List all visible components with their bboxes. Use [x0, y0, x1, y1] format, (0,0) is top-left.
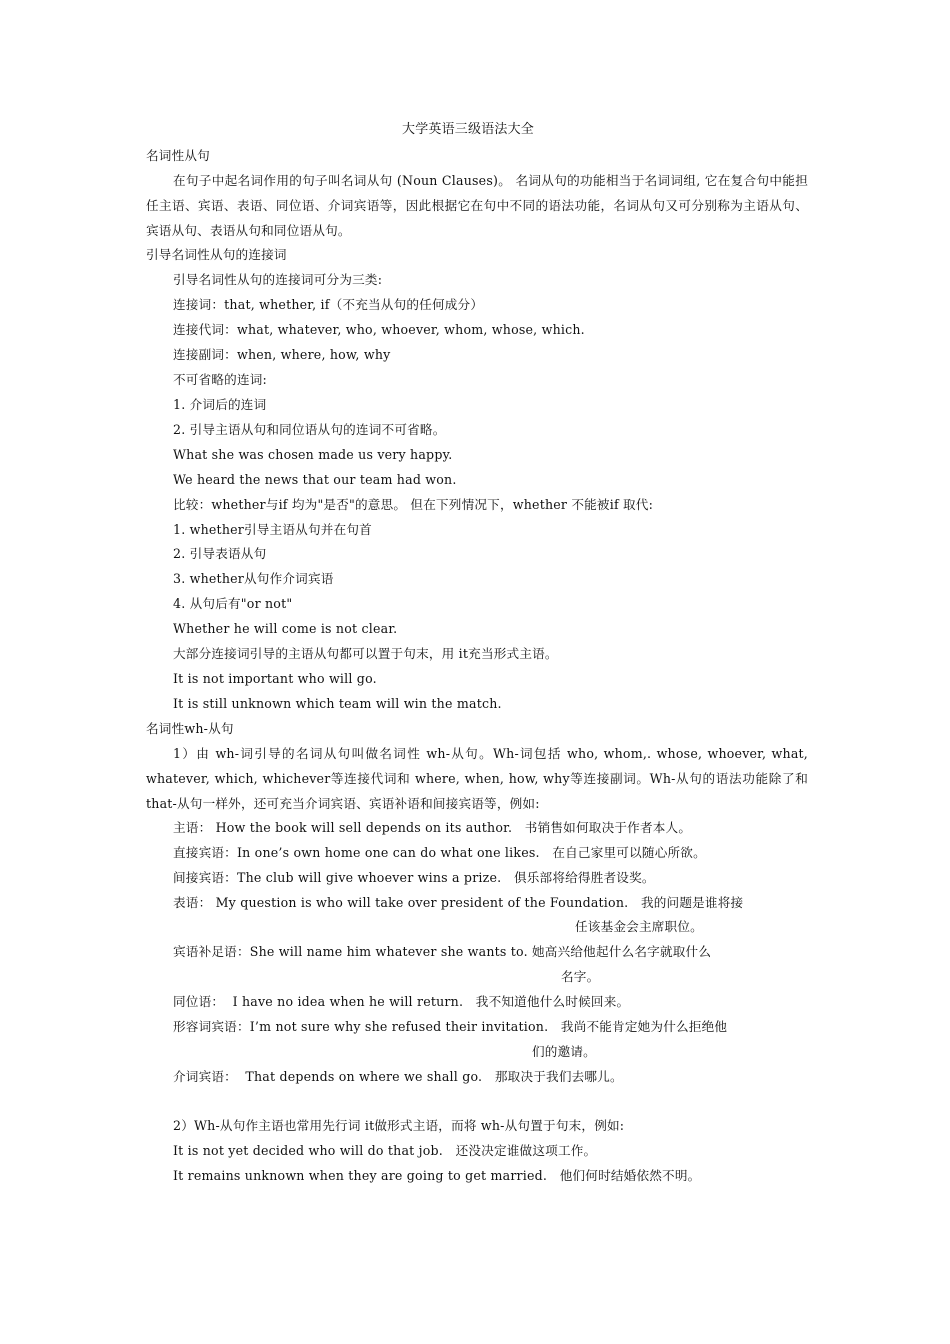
- text-line: 引导名词性从句的连接词可分为三类:: [173, 272, 383, 287]
- list-item: 1. whether引导主语从句并在句首: [173, 522, 372, 537]
- example-line: 间接宾语：The club will give whoever wins a prize. 俱乐部将给得胜者设奖。: [173, 870, 655, 885]
- text-line: 大部分连接词引导的主语从句都可以置于句末，用 it充当形式主语。: [173, 646, 558, 661]
- list-item: 3. whether从句作介词宾语: [173, 571, 334, 586]
- example-sentence: It is not important who will go.: [173, 671, 377, 686]
- text-line: 2）Wh-从句作主语也常用先行词 it做形式主语，而将 wh-从句置于句末，例如:: [173, 1118, 625, 1133]
- text-line: 连接词：that, whether, if（不充当从句的任何成分）: [173, 297, 484, 312]
- list-item: 4. 从句后有"or not": [173, 596, 293, 611]
- section-heading-connectives: 引导名词性从句的连接词: [146, 247, 287, 262]
- list-item: 2. 引导主语从句和同位语从句的连词不可省略。: [173, 422, 446, 437]
- example-sentence: What she was chosen made us very happy.: [173, 447, 453, 462]
- intro-paragraph: 在句子中起名词作用的句子叫名词从句 (Noun Clauses)。 名词从句的功能相当于名词词组, 它在复合句中能担任主语、宾语、表语、同位语、介词宾语等，因此根据它在句中不同的语法功能，名词从句又可分别称为主语从句、宾语从句、表语从句和同位语从句。: [146, 173, 808, 238]
- example-line: 表语： My question is who will take over president of the Foundation. 我的问题是谁将接: [173, 895, 744, 910]
- example-sentence: Whether he will come is not clear.: [173, 621, 398, 636]
- document-title: 大学英语三级语法大全: [402, 122, 535, 137]
- example-line: 直接宾语：In one’s own home one can do what one likes. 在自己家里可以随心所欲。: [173, 845, 706, 860]
- example-line: 主语： How the book will sell depends on its author. 书销售如何取决于作者本人。: [173, 820, 692, 835]
- wh-paragraph: 1）由 wh-词引导的名词从句叫做名词性 wh-从句。Wh-词包括 who, whom,. whose, whoever, what, whatever, which, whichever等连接代词和 where, when, how, why等连接副词。Wh-从句的语法功能除了和 that-从句一样外，还可充当介词宾语、宾语补语和间接宾语等，例如:: [146, 746, 808, 811]
- example-line-continuation: 任该基金会主席职位。: [575, 919, 703, 934]
- text-line: 不可省略的连词:: [173, 372, 267, 387]
- example-line: 同位语： I have no idea when he will return. 我不知道他什么时候回来。: [173, 994, 630, 1009]
- example-line: 介词宾语： That depends on where we shall go. 那取决于我们去哪儿。: [173, 1069, 623, 1084]
- section-heading-wh-clauses: 名词性wh-从句: [146, 721, 234, 736]
- example-line: 宾语补足语：She will name him whatever she wants to. 她高兴给他起什么名字就取什么: [173, 944, 712, 959]
- text-line: 连接代词：what, whatever, who, whoever, whom, whose, which.: [173, 322, 585, 337]
- example-line-continuation: 们的邀请。: [532, 1044, 596, 1059]
- list-item: 1. 介词后的连词: [173, 397, 267, 412]
- example-sentence: It is still unknown which team will win the match.: [173, 696, 502, 711]
- text-line: 比较：whether与if 均为"是否"的意思。 但在下列情况下，whether 不能被if 取代:: [173, 497, 654, 512]
- example-sentence: We heard the news that our team had won.: [173, 472, 457, 487]
- example-line-continuation: 名字。: [561, 969, 600, 984]
- list-item: 2. 引导表语从句: [173, 546, 267, 561]
- section-heading-noun-clauses: 名词性从句: [146, 148, 210, 163]
- example-line: It is not yet decided who will do that job. 还没决定谁做这项工作。: [173, 1143, 597, 1158]
- text-line: 连接副词：when, where, how, why: [173, 347, 391, 362]
- example-line: It remains unknown when they are going to get married. 他们何时结婚依然不明。: [173, 1168, 701, 1183]
- example-line: 形容词宾语：I’m not sure why she refused their invitation. 我尚不能肯定她为什么拒绝他: [173, 1019, 728, 1034]
